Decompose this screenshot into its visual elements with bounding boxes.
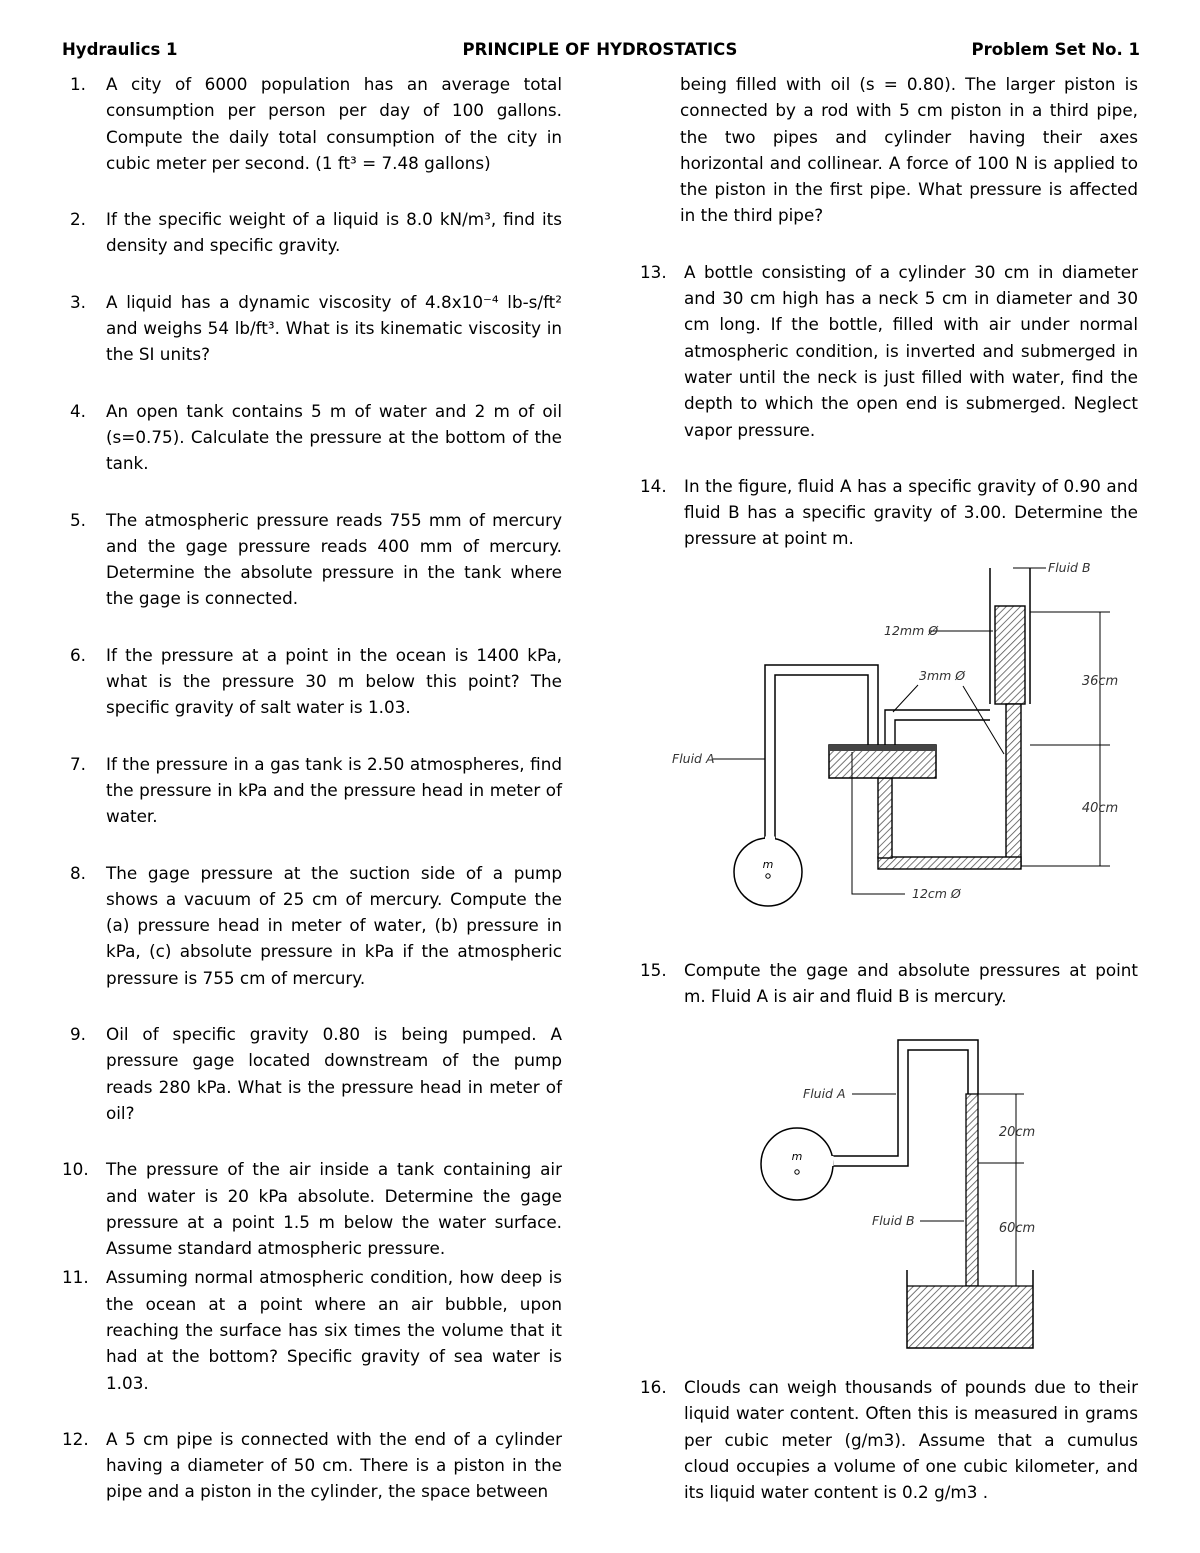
problem-text: If the specific weight of a liquid is 8.0 kN/m³, find its density and specific gravity. — [106, 209, 562, 256]
leader-line — [893, 685, 918, 712]
problem-number: 5. — [70, 509, 87, 530]
problem-text: If the pressure at a point in the ocean is 1400 kPa, what is the pressure 30 m below this point? The specific gravity of salt water is 1.03. — [106, 644, 562, 718]
figure-problem-15 — [750, 1030, 1050, 1355]
problem-text: A city of 6000 population has an average total consumption per person per day of 100 gallons. Compute the daily total consumption of the city in cubic meter per second. (1 ft³ = 7.48 gallons) — [106, 74, 562, 173]
diameter-12mm-label: 12mm Ø — [884, 623, 939, 638]
problem-8 — [62, 860, 562, 991]
header-title: PRINCIPLE OF HYDROSTATICS — [462, 40, 738, 59]
container-m — [761, 1128, 833, 1200]
problem-6 — [62, 642, 562, 721]
problem-text: The pressure of the air inside a tank containing air and water is 20 kPa absolute. Determine the gage pressure at a point 1.5 m below the water surface. Assume standard atmospheric pressure. — [106, 1159, 562, 1259]
problem-2 — [62, 206, 562, 259]
problem-13 — [640, 259, 1138, 443]
problem-text: The atmospheric pressure reads 755 mm of mercury and the gage pressure reads 400 mm of mercury. Determine the absolute pressure in the tank where the gage is connected. — [106, 509, 562, 609]
problem-text: A 5 cm pipe is connected with the end of a cylinder having a diameter of 50 cm. There is a piston in the pipe and a piston in the cylinder, the space between — [106, 1428, 562, 1502]
header-course: Hydraulics 1 — [62, 40, 178, 59]
problem-11 — [62, 1264, 562, 1395]
figure-problem-14 — [660, 555, 1140, 915]
problem-text: Compute the gage and absolute pressures at point m. Fluid A is air and fluid B is mercury. — [684, 960, 1138, 1007]
problem-text: A liquid has a dynamic viscosity of 4.8x10⁻⁴ lb-s/ft² and weighs 54 lb/ft³. What is its kinematic viscosity in the SI units? — [106, 291, 562, 365]
problem-text: being filled with oil (s = 0.80). The larger piston is connected by a rod with 5 cm piston in a third pipe, the two pipes and cylinder having their axes horizontal and collinear. A force of 100 N is applied to the piston in the first pipe. What pressure is affected in the third pipe? — [680, 74, 1138, 226]
fluid-b-tube — [1006, 704, 1021, 866]
piston-top — [829, 745, 936, 751]
problem-text: Oil of specific gravity 0.80 is being pumped. A pressure gage located downstream of the pump reads 280 kPa. What is the pressure head in meter of oil? — [106, 1024, 562, 1123]
problem-number: 2. — [70, 209, 87, 230]
problem-text: An open tank contains 5 m of water and 2 m of oil (s=0.75). Calculate the pressure at the bottom of the tank. — [106, 400, 562, 474]
problem-number: 11. — [62, 1267, 89, 1288]
problem-1 — [62, 71, 562, 176]
problem-number: 13. — [640, 261, 667, 282]
fluid-b-label: Fluid B — [1048, 560, 1091, 575]
problem-3 — [62, 289, 562, 368]
problem-4 — [62, 398, 562, 477]
header-problem-set: Problem Set No. 1 — [971, 40, 1140, 59]
problem-text: In the figure, fluid A has a specific gravity of 0.90 and fluid B has a specific gravity of 3.00. Determine the pressure at point m. — [684, 475, 1138, 549]
fluid-b-column — [995, 606, 1025, 704]
mercury-reservoir — [907, 1286, 1033, 1348]
problem-number: 7. — [70, 753, 87, 774]
problem-number: 14. — [640, 475, 667, 496]
problem-15-block — [640, 957, 1138, 1010]
fluid-a-label: Fluid A — [803, 1086, 846, 1101]
problem-text: A bottle consisting of a cylinder 30 cm in diameter and 30 cm high has a neck 5 cm in diameter and 30 cm long. If the bottle, filled with air under normal atmospheric condition, is inverted and submerged in water until the neck is just filled with water, find the depth to which the open end is submerged. Neglect vapor pressure. — [684, 261, 1138, 440]
problem-12 — [62, 1426, 562, 1505]
point-m-label: m — [791, 1150, 803, 1163]
left-column — [62, 71, 562, 1505]
problem-number: 15. — [640, 960, 667, 980]
fluid-b-riser — [878, 778, 892, 858]
dim-20-label: 20cm — [998, 1125, 1036, 1140]
problem-16-block — [640, 1374, 1138, 1505]
inner-pipe — [885, 710, 990, 745]
diameter-12cm-label: 12cm Ø — [912, 886, 961, 901]
dim-36-label: 36cm — [1081, 674, 1119, 689]
container-m — [734, 838, 802, 906]
fluid-a-label: Fluid A — [672, 751, 715, 766]
problem-number: 1. — [70, 74, 87, 94]
u-tube — [898, 1040, 978, 1097]
problem-number: 9. — [70, 1024, 87, 1045]
problem-text: Assuming normal atmospheric condition, how deep is the ocean at a point where an air bubble, upon reaching the surface has six times the volume that it had at the bottom? Specific gravity of sea water is 1.03. — [106, 1267, 562, 1393]
problem-text: If the pressure in a gas tank is 2.50 atmospheres, find the pressure in kPa and the pressure head in meter of water. — [106, 753, 562, 827]
diameter-3mm-label: 3mm Ø — [919, 668, 966, 683]
u-tube — [908, 1050, 968, 1097]
problem-7 — [62, 751, 562, 830]
dim-60-label: 60cm — [998, 1221, 1036, 1236]
problem-number: 3. — [70, 291, 87, 312]
problem-12-continued — [640, 71, 1138, 229]
problem-number: 10. — [62, 1159, 89, 1180]
problem-text: Clouds can weigh thousands of pounds due to their liquid water content. Often this is measured in grams per cubic meter (g/m3). Assume that a cumulus cloud occupies a volume of one cubic kilometer, and its liquid water content is 0.2 g/m3 . — [684, 1377, 1138, 1503]
problem-14 — [640, 473, 1138, 552]
problem-number: 6. — [70, 644, 87, 665]
problem-number: 4. — [70, 400, 87, 421]
problem-10 — [62, 1156, 562, 1261]
problem-9 — [62, 1021, 562, 1126]
problem-number: 12. — [62, 1428, 89, 1449]
problem-5 — [62, 507, 562, 612]
problem-number: 8. — [70, 862, 87, 883]
problem-15 — [640, 957, 1138, 1010]
right-column — [640, 71, 1138, 552]
problem-number: 16. — [640, 1377, 667, 1397]
inner-pipe — [895, 720, 990, 745]
air-pipe — [832, 1097, 898, 1156]
problem-text: The gage pressure at the suction side of a pump shows a vacuum of 25 cm of mercury. Compute the (a) pressure head in meter of water, (b) pressure in kPa, (c) absolute pressure in kPa if the atmospheric pressure is 755 cm of mercury. — [106, 862, 562, 988]
point-m-label: m — [762, 858, 774, 871]
mercury-column — [966, 1094, 978, 1286]
problem-16 — [640, 1374, 1138, 1505]
fluid-b-label: Fluid B — [872, 1213, 915, 1228]
fluid-b-bottom — [878, 857, 1021, 869]
dim-40-label: 40cm — [1081, 801, 1119, 816]
